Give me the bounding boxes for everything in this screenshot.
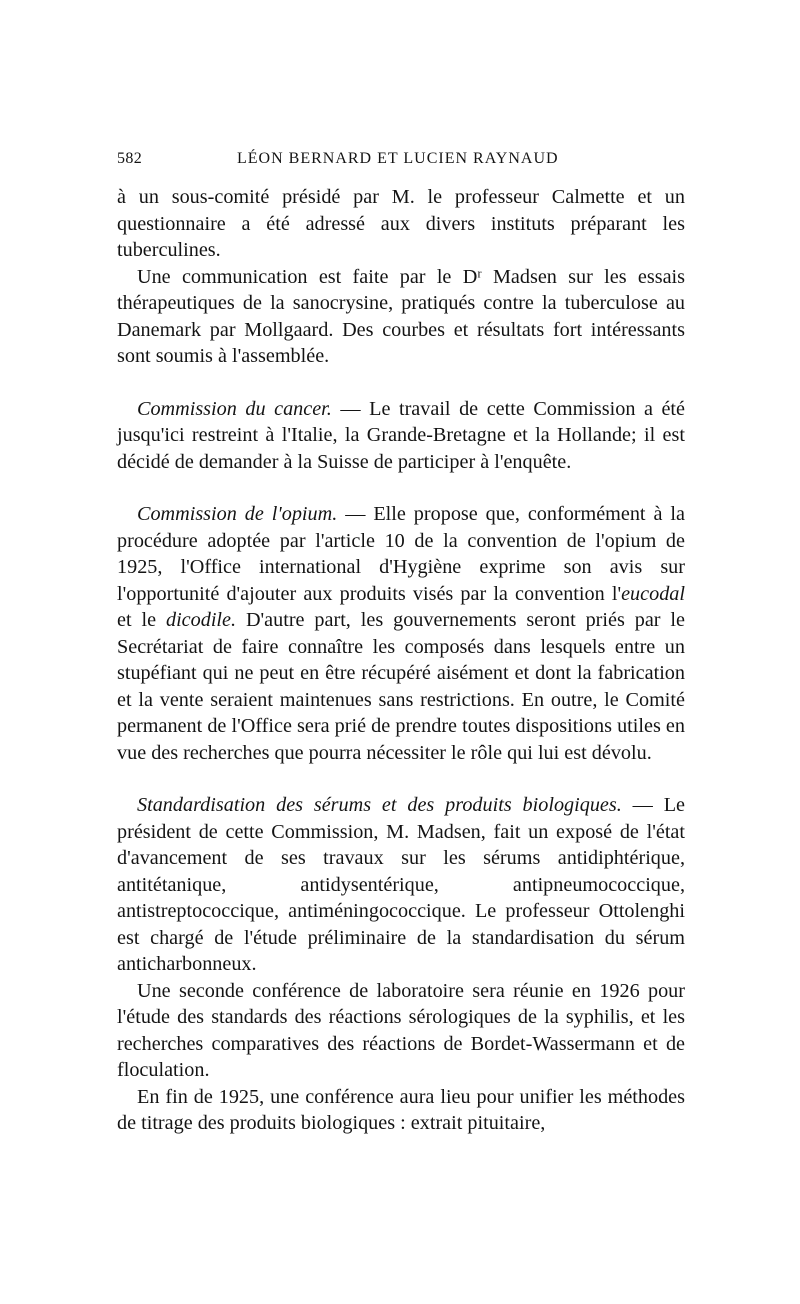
paragraph-opium-italic-2: dicodile. [165, 609, 237, 631]
paragraph-standardisation [117, 792, 685, 978]
paragraph-opium-text-3: D'autre part, les gouvernements seront priés par le Secrétariat de faire connaître les composés dans lesquels entre un stupéfiant qui ne peut en être récupéré aisément et dont la fabrication et la vente seraient maintenues sans restrictions. En outre, le Comité permanent de l'Office sera prié de prendre toutes dispositions utiles en vue des recherches que pourra nécessiter le rôle qui lui est dévolu. [117, 609, 685, 764]
book-page [117, 0, 685, 1304]
paragraph-opium-text-2: et le [117, 609, 166, 631]
paragraph-opium [117, 501, 685, 766]
paragraph-standardisation-text: — Le président de cette Commission, M. Madsen, fait un exposé de l'état d'avancement de ses travaux sur les sérums antidiphtérique, antitétanique, antidysentérique, antipneumococcique, antistreptococcique, antiméningococcique. Le professeur Ottolenghi est chargé de l'étude préliminaire de la standardisation du sérum anticharbonneux. [117, 794, 685, 975]
page-number: 582 [117, 150, 143, 167]
paragraph-2 [117, 264, 685, 370]
running-title: LÉON BERNARD ET LUCIEN RAYNAUD [237, 150, 559, 167]
paragraph-cancer [117, 396, 685, 476]
body-text [117, 184, 685, 1137]
paragraph-opium-text-1: — Elle propose que, conformément à la procédure adoptée par l'article 10 de la convention de l'opium de 1925, l'Office international d'Hygiène exprime son avis sur l'opportunité d'ajouter aux produits visés par la convention l' [117, 503, 685, 605]
paragraph-1-text: à un sous-comité présidé par M. le professeur Calmette et un questionnaire a été adressé aux divers instituts préparant les tuberculines. [117, 186, 685, 261]
paragraph-2-text: Une communication est faite par le Dʳ Madsen sur les essais thérapeutiques de la sanocrysine, pratiqués contre la tuberculose au Danemark par Mollgaard. Des courbes et résultats fort intéressants sont soumis à l'assemblée. [117, 265, 685, 367]
paragraph-opium-italic-1: eucodal [621, 582, 685, 605]
section-lead-cancer: Commission du cancer. [137, 397, 332, 420]
paragraph-7-text: En fin de 1925, une conférence aura lieu pour unifier les méthodes de titrage des produits biologiques : extrait pituitaire, [117, 1085, 685, 1134]
paragraph-1 [117, 184, 685, 264]
paragraph-7 [117, 1084, 685, 1137]
paragraph-6-text: Une seconde conférence de laboratoire sera réunie en 1926 pour l'étude des standards des réactions sérologiques de la syphilis, et les recherches comparatives des réactions de Bordet-Wassermann et de floculation. [117, 979, 685, 1081]
section-lead-opium: Commission de l'opium. [137, 503, 338, 525]
section-lead-standardisation: Standardisation des sérums et des produits biologiques. [137, 794, 622, 816]
paragraph-6 [117, 978, 685, 1084]
paragraph-cancer-text: — Le travail de cette Commission a été jusqu'ici restreint à l'Italie, la Grande-Bretagne et la Hollande; il est décidé de demander à la Suisse de participer à l'enquête. [117, 397, 685, 473]
running-header [117, 146, 685, 172]
